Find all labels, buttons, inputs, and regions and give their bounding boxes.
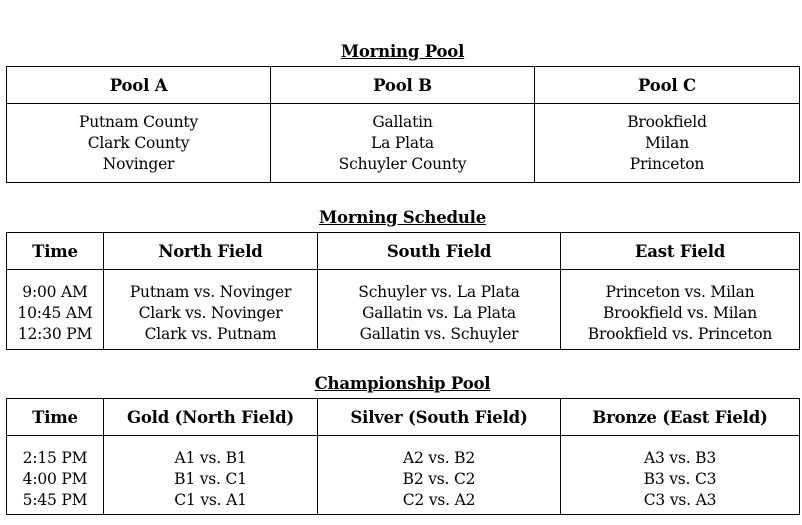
match: Schuyler vs. La Plata	[358, 283, 520, 301]
column-header: Gold (North Field)	[104, 399, 318, 436]
column-header: South Field	[318, 233, 561, 270]
table-row	[7, 436, 800, 515]
match: B1 vs. C1	[174, 469, 247, 488]
match: Gallatin vs. Schuyler	[359, 325, 519, 343]
match: C3 vs. A3	[643, 490, 717, 509]
morning-pool-table	[6, 66, 800, 183]
column-header: Pool C	[535, 67, 800, 104]
team-name: Milan	[644, 133, 689, 152]
team-name: Brookfield	[627, 112, 707, 131]
morning-schedule-table	[6, 232, 800, 350]
column-header: East Field	[561, 233, 800, 270]
table-cell	[271, 104, 535, 183]
match: C1 vs. A1	[174, 490, 247, 509]
match: A1 vs. B1	[174, 448, 247, 467]
championship-pool-table	[6, 398, 800, 515]
match: Gallatin vs. La Plata	[362, 304, 516, 322]
time-slot: 2:15 PM	[22, 448, 88, 467]
column-header: Time	[7, 399, 104, 436]
team-name: Schuyler County	[338, 154, 467, 173]
table-cell	[561, 436, 800, 515]
table-header-row	[7, 399, 800, 436]
match: Brookfield vs. Milan	[602, 304, 758, 322]
match: Brookfield vs. Princeton	[587, 325, 773, 343]
match: B2 vs. C2	[402, 469, 476, 488]
table-cell	[7, 270, 104, 350]
table-cell	[561, 270, 800, 350]
column-header: Pool A	[7, 67, 271, 104]
time-slot: 5:45 PM	[22, 490, 88, 509]
time-slot: 12:30 PM	[17, 325, 93, 343]
match: Putnam vs. Novinger	[129, 283, 292, 301]
table-cell	[7, 436, 104, 515]
team-name: Putnam County	[78, 112, 199, 131]
match: Clark vs. Putnam	[144, 325, 277, 343]
table-cell	[104, 436, 318, 515]
column-header: Time	[7, 233, 104, 270]
morning-schedule-title: Morning Schedule	[318, 208, 487, 227]
table-header-row	[7, 233, 800, 270]
table-row	[7, 270, 800, 350]
column-header: Pool B	[271, 67, 535, 104]
team-name: Princeton	[629, 154, 705, 173]
time-slot: 9:00 AM	[22, 283, 88, 301]
time-slot: 10:45 AM	[17, 304, 93, 322]
championship-pool-title: Championship Pool	[314, 374, 491, 393]
table-cell	[318, 436, 561, 515]
time-slot: 4:00 PM	[22, 469, 88, 488]
column-header: North Field	[104, 233, 318, 270]
table-cell	[104, 270, 318, 350]
match: Princeton vs. Milan	[605, 283, 755, 301]
team-name: Clark County	[87, 133, 190, 152]
table-row	[7, 104, 800, 183]
match: A3 vs. B3	[644, 448, 716, 467]
morning-pool-title: Morning Pool	[340, 42, 465, 61]
team-name: Gallatin	[372, 112, 433, 131]
match: B3 vs. C3	[643, 469, 717, 488]
table-cell	[535, 104, 800, 183]
table-cell	[318, 270, 561, 350]
table-cell	[7, 104, 271, 183]
match: A2 vs. B2	[403, 448, 475, 467]
column-header: Bronze (East Field)	[561, 399, 800, 436]
team-name: La Plata	[371, 133, 434, 152]
team-name: Novinger	[102, 154, 175, 173]
match: Clark vs. Novinger	[138, 304, 283, 322]
table-header-row	[7, 67, 800, 104]
match: C2 vs. A2	[402, 490, 476, 509]
column-header: Silver (South Field)	[318, 399, 561, 436]
